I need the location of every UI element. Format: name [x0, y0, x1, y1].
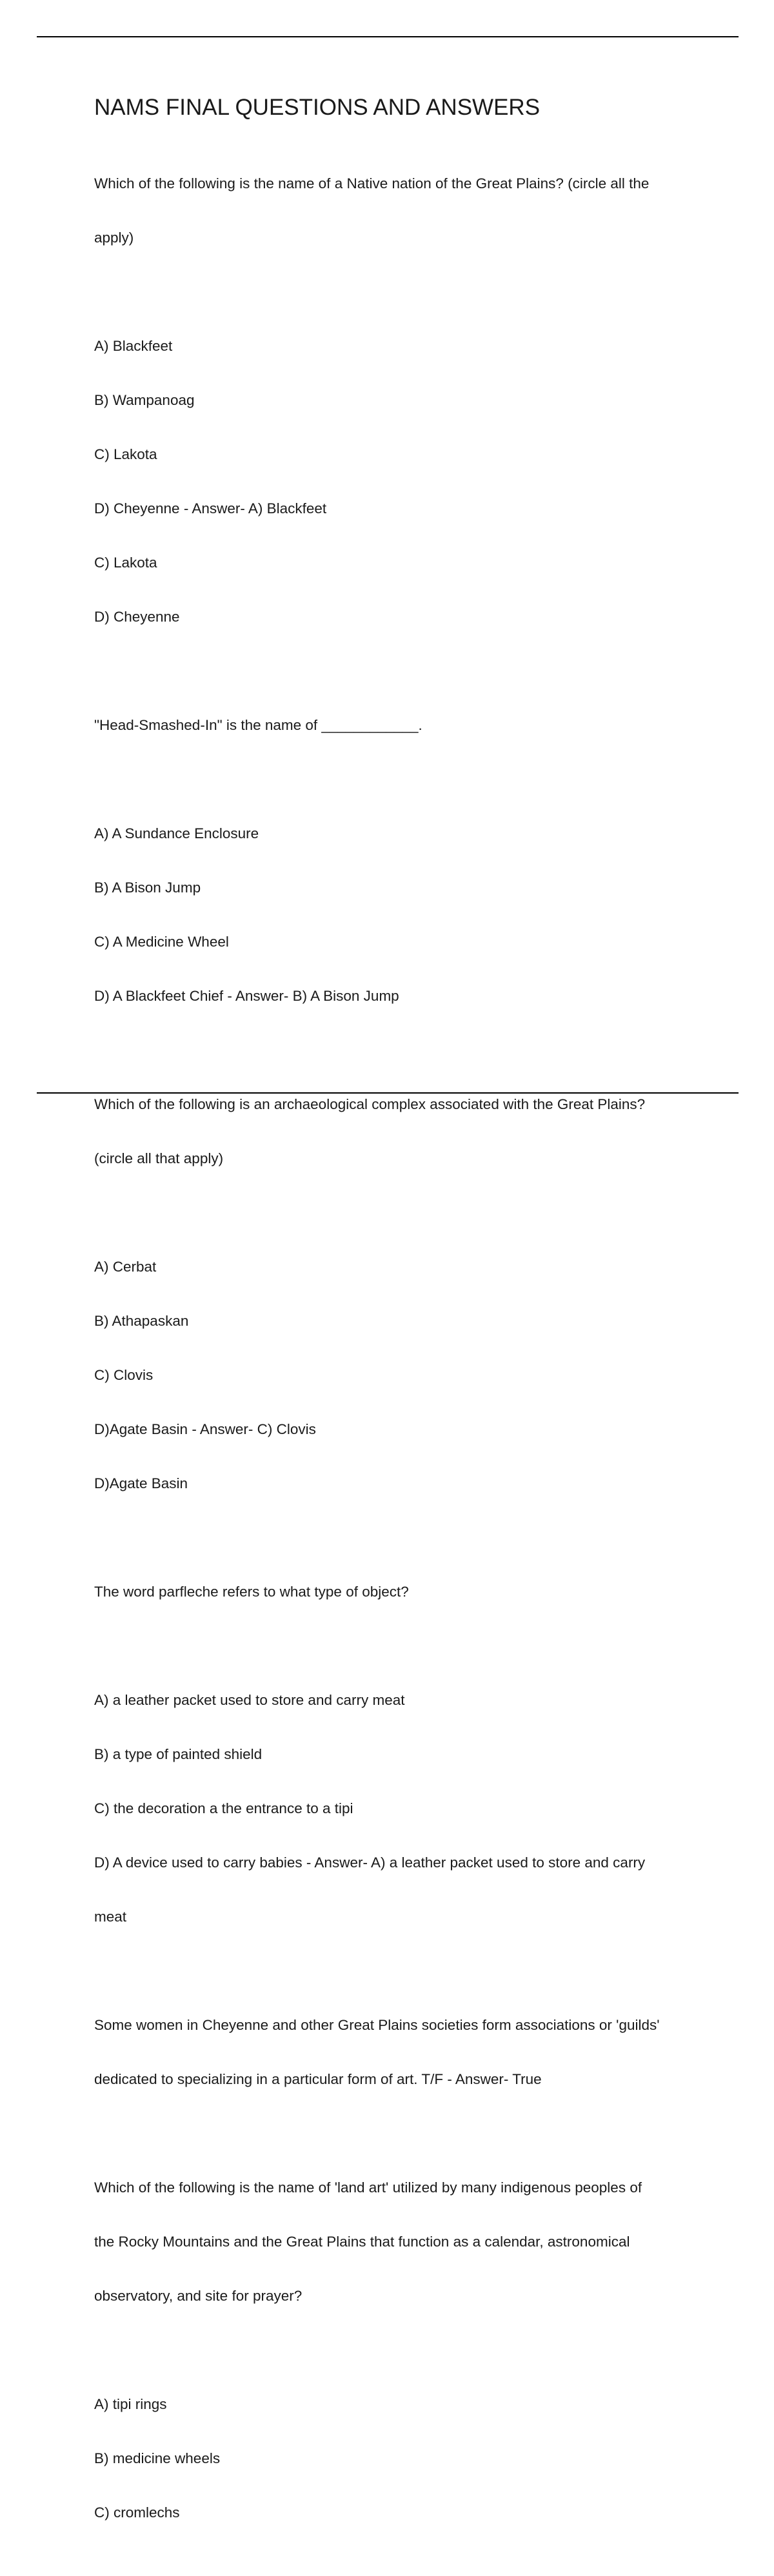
- text-line: The word parfleche refers to what type of object?: [94, 1584, 409, 1600]
- option-line: B) a type of painted shield: [94, 1746, 263, 1762]
- option-line: A) a leather packet used to store and carry meat: [94, 1692, 405, 1708]
- option-line: A) tipi rings: [94, 2396, 167, 2412]
- text-line: (circle all that apply): [94, 1150, 224, 1166]
- options-6: [94, 2359, 713, 2558]
- text-line: observatory, and site for prayer?: [94, 2288, 303, 2304]
- question-6: [94, 2143, 713, 2341]
- options-4: [94, 1655, 713, 1962]
- options-3: [94, 1222, 713, 1529]
- option-line: D) Cheyenne: [94, 609, 180, 625]
- option-line: B) Athapaskan: [94, 1313, 189, 1329]
- question-1: [94, 139, 713, 283]
- option-line: C) Lakota: [94, 446, 157, 462]
- text-line: dedicated to specializing in a particular form of art. T/F - Answer- True: [94, 2071, 542, 2087]
- question-4: [94, 1547, 713, 1637]
- option-line: D) A Blackfeet Chief - Answer- B) A Bison Jump: [94, 988, 399, 1004]
- option-line: D) A device used to carry babies - Answer- A) a leather packet used to store and carry: [94, 1854, 646, 1871]
- option-line: B) A Bison Jump: [94, 880, 201, 896]
- option-line: D)Agate Basin - Answer- C) Clovis: [94, 1421, 316, 1437]
- option-line: B) medicine wheels: [94, 2450, 221, 2466]
- question-3: [94, 1059, 713, 1204]
- text-line: Some women in Cheyenne and other Great Plains societies form associations or 'guilds': [94, 2017, 660, 2033]
- text-line: Which of the following is the name of a Native nation of the Great Plains? (circle all the: [94, 175, 650, 192]
- option-line: C) Clovis: [94, 1367, 154, 1383]
- option-line: C) cromlechs: [94, 2504, 180, 2521]
- text-line: apply): [94, 230, 134, 246]
- question-5: [94, 1980, 713, 2125]
- option-line: A) Blackfeet: [94, 338, 173, 354]
- options-2: [94, 789, 713, 1041]
- question-2: [94, 680, 713, 771]
- document-title: NAMS FINAL QUESTIONS AND ANSWERS: [94, 95, 541, 120]
- option-line: A) Cerbat: [94, 1259, 157, 1275]
- text-line: Which of the following is the name of 'land art' utilized by many indigenous peoples of: [94, 2179, 642, 2196]
- options-1: [94, 301, 713, 662]
- option-line: D)Agate Basin: [94, 1475, 188, 1491]
- text-line: "Head-Smashed-In" is the name of ____________.: [94, 717, 422, 733]
- text-line: the Rocky Mountains and the Great Plains that function as a calendar, astronomical: [94, 2234, 630, 2250]
- bottom-divider: [37, 1092, 739, 1094]
- option-line: D) Cheyenne - Answer- A) Blackfeet: [94, 500, 327, 516]
- option-line: meat: [94, 1909, 127, 1925]
- document-body: [94, 93, 713, 2576]
- option-line: C) Lakota: [94, 555, 157, 571]
- option-line: C) A Medicine Wheel: [94, 934, 229, 950]
- option-line: B) Wampanoag: [94, 392, 195, 408]
- option-line: C) the decoration a the entrance to a tipi: [94, 1800, 353, 1816]
- top-divider: [37, 36, 739, 37]
- text-line: Which of the following is an archaeological complex associated with the Great Plains?: [94, 1096, 646, 1112]
- option-line: A) A Sundance Enclosure: [94, 825, 259, 841]
